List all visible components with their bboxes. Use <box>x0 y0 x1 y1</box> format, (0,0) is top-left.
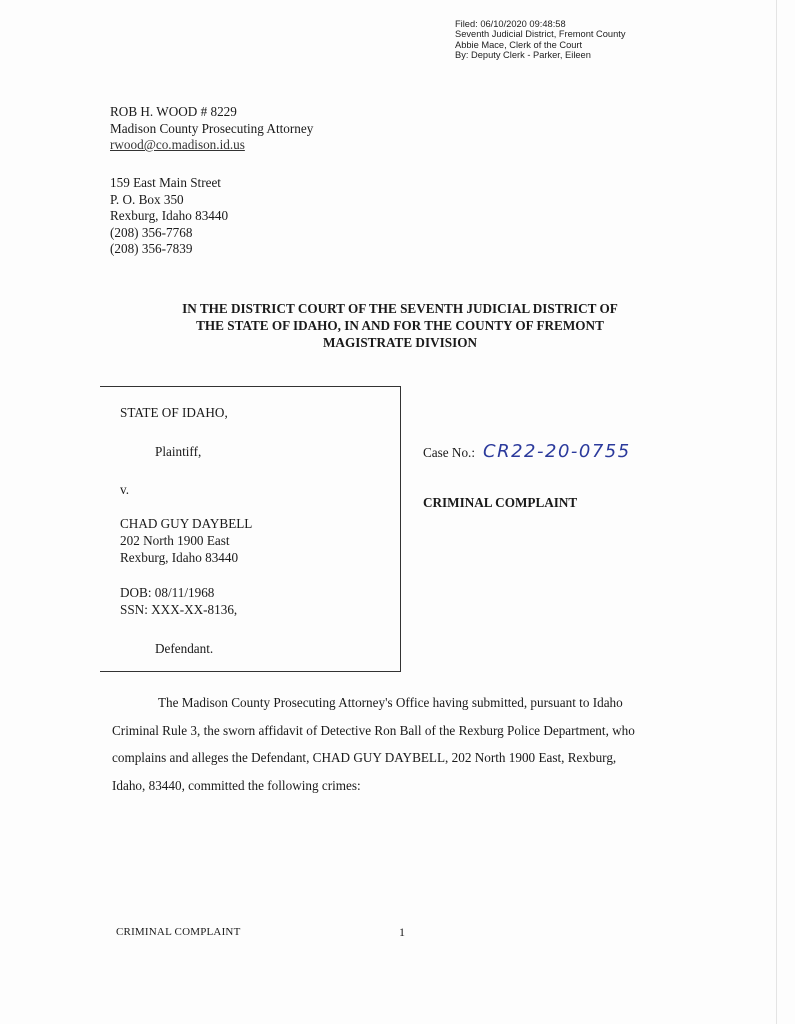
court-heading-line: IN THE DISTRICT COURT OF THE SEVENTH JUDICIAL DISTRICT OF <box>182 301 618 316</box>
defendant-address-2: Rexburg, Idaho 83440 <box>120 550 239 565</box>
filing-stamp <box>455 19 626 60</box>
paragraph-line: Criminal Rule 3, the sworn affidavit of Detective Ron Ball of the Rexburg Police Department, who <box>112 722 635 738</box>
case-number-label: Case No.: <box>423 445 476 460</box>
court-heading-line: THE STATE OF IDAHO, IN AND FOR THE COUNTY OF FREMONT <box>196 318 604 333</box>
page-number: 1 <box>399 925 405 939</box>
versus: v. <box>120 482 130 497</box>
court-heading-line: MAGISTRATE DIVISION <box>322 335 477 350</box>
stamp-line: Seventh Judicial District, Fremont County <box>455 29 626 40</box>
stamp-line: Filed: 06/10/2020 09:48:58 <box>455 19 566 29</box>
plaintiff-role: Plaintiff, <box>155 444 202 459</box>
defendant-role: Defendant. <box>155 641 214 656</box>
attorney-address <box>110 175 228 258</box>
attorney-name: ROB H. WOOD # 8229 <box>110 104 237 119</box>
stamp-line: By: Deputy Clerk - Parker, Eileen <box>455 49 591 60</box>
address-line: Rexburg, Idaho 83440 <box>110 208 229 223</box>
footer-label: CRIMINAL COMPLAINT <box>116 926 241 938</box>
paragraph-line: Idaho, 83440, committed the following crimes: <box>112 777 361 793</box>
case-number-handwritten: CR22-20-0755 <box>483 441 631 462</box>
stamp-line: Abbie Mace, Clerk of the Court <box>455 39 583 50</box>
case-number-field <box>423 441 631 462</box>
page-edge <box>776 0 777 1024</box>
attorney-block <box>110 104 313 154</box>
plaintiff-name: STATE OF IDAHO, <box>120 405 228 420</box>
defendant-dob: DOB: 08/11/1968 <box>120 585 215 600</box>
defendant-name: CHAD GUY DAYBELL <box>120 516 253 531</box>
paragraph-line: complains and alleges the Defendant, CHAD GUY DAYBELL, 202 North 1900 East, Rexburg, <box>112 750 617 765</box>
complaint-paragraph <box>112 689 698 799</box>
paragraph-line: The Madison County Prosecuting Attorney's Office having submitted, pursuant to Idaho <box>158 695 623 710</box>
defendant-ssn: SSN: XXX-XX-8136, <box>120 602 238 617</box>
fax-line: (208) 356-7839 <box>110 241 193 256</box>
address-line: P. O. Box 350 <box>110 191 184 207</box>
document-title: CRIMINAL COMPLAINT <box>423 495 578 510</box>
address-line: 159 East Main Street <box>110 175 221 190</box>
phone-line: (208) 356-7768 <box>110 224 193 240</box>
defendant-address-1: 202 North 1900 East <box>120 533 230 548</box>
court-heading <box>140 300 660 351</box>
attorney-email-link[interactable]: rwood@co.madison.id.us <box>110 137 245 152</box>
attorney-title: Madison County Prosecuting Attorney <box>110 120 314 136</box>
